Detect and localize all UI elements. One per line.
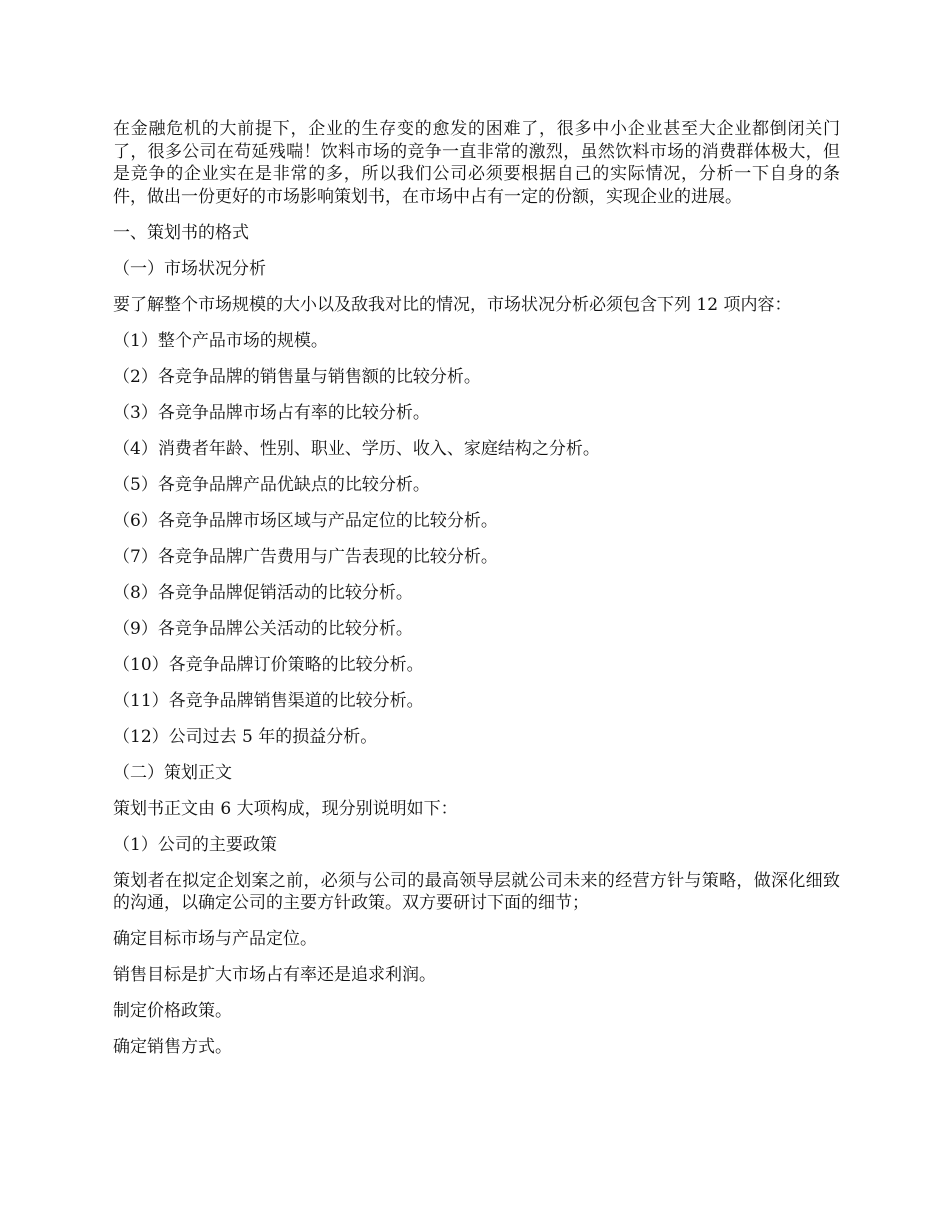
list-item: 确定销售方式。	[113, 1037, 232, 1057]
section-heading-format: 一、策划书的格式	[113, 222, 249, 243]
list-item: （2）各竞争品牌的销售量与销售额的比较分析。	[113, 366, 481, 387]
list-item: 制定价格政策。	[113, 1001, 232, 1021]
list-item: （8）各竞争品牌促销活动的比较分析。	[113, 582, 413, 603]
list-item: （5）各竞争品牌产品优缺点的比较分析。	[113, 474, 430, 495]
list-item: （11）各竞争品牌销售渠道的比较分析。	[113, 690, 424, 711]
plan-body-intro: 策划书正文由 6 大项构成，现分别说明如下：	[113, 798, 458, 819]
list-item: 销售目标是扩大市场占有率还是追求利润。	[113, 965, 436, 985]
subsection-heading-plan-body: （二）策划正文	[113, 762, 232, 783]
list-item: （10）各竞争品牌订价策略的比较分析。	[113, 654, 424, 675]
company-policy-paragraph: 策划者在拟定企划案之前，必须与公司的最高领导层就公司未来的经营方针与策略，做深化细致的沟通，以确定公司的主要方针政策。双方要研讨下面的细节；	[113, 870, 840, 913]
list-item: （9）各竞争品牌公关活动的比较分析。	[113, 618, 413, 639]
list-item: （7）各竞争品牌广告费用与广告表现的比较分析。	[113, 546, 498, 567]
list-item: 确定目标市场与产品定位。	[113, 929, 317, 949]
intro-paragraph: 在金融危机的大前提下，企业的生存变的愈发的困难了，很多中小企业甚至大企业都倒闭关门了，很多公司在苟延残喘！饮料市场的竞争一直非常的激烈，虽然饮料市场的消费群体极大，但是竞争的企业实在是非常的多，所以我们公司必须要根据自己的实际情况，分析一下自身的条件，做出一份更好的市场影响策划书，在市场中占有一定的份额，实现企业的进展。	[113, 119, 840, 207]
subsection-heading-market-analysis: （一）市场状况分析	[113, 258, 266, 279]
item-heading-company-policy: （1）公司的主要政策	[113, 834, 277, 855]
list-item: （4）消费者年龄、性别、职业、学历、收入、家庭结构之分析。	[113, 438, 600, 459]
list-item: （1）整个产品市场的规模。	[113, 330, 328, 351]
list-item: （12）公司过去 5 年的损益分析。	[113, 726, 378, 747]
list-item: （6）各竞争品牌市场区域与产品定位的比较分析。	[113, 510, 498, 531]
document-page	[113, 118, 840, 1072]
list-item: （3）各竞争品牌市场占有率的比较分析。	[113, 402, 430, 423]
market-analysis-paragraph: 要了解整个市场规模的大小以及敌我对比的情况，市场状况分析必须包含下列 12 项内容：	[113, 294, 792, 315]
